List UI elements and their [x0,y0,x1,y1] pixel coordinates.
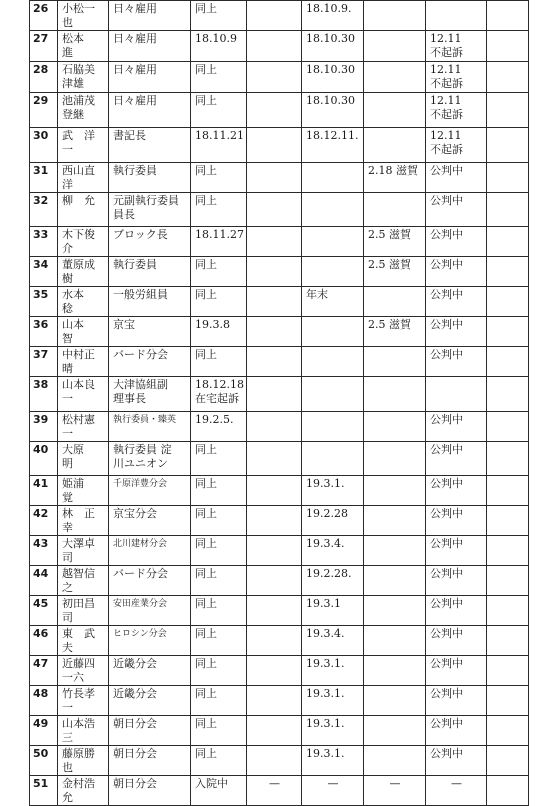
row-number-cell: 42 [30,506,58,536]
status-cell: 公判中 [426,257,487,287]
col-5-cell: 18.10.30 [302,62,364,93]
table-row [30,656,529,686]
col-4-cell [247,257,302,287]
table-row [30,506,529,536]
table-body [30,1,529,806]
table-row [30,347,529,377]
status-cell: 公判中 [426,716,487,746]
row-number-cell: 43 [30,536,58,566]
col-4-cell [247,412,302,442]
col-4-cell [247,377,302,412]
table-row [30,626,529,656]
col-4-cell [247,163,302,193]
col-6-cell [364,128,426,163]
arrest-date-cell: 19.3.8 [191,317,247,347]
row-number-cell: 40 [30,442,58,476]
arrest-date-cell: 18.11.27 [191,227,247,257]
table-row [30,442,529,476]
col-5-cell [302,163,364,193]
col-6-cell [364,656,426,686]
affiliation-cell: 朝日分会 [109,716,191,746]
table-row [30,317,529,347]
col-8-cell [487,287,529,317]
arrest-date-cell: 同上 [191,566,247,596]
col-8-cell [487,566,529,596]
person-name-cell: 竹長孝一 [58,686,109,716]
col-8-cell [487,193,529,227]
row-number-cell: 26 [30,1,58,31]
status-cell: 公判中 [426,746,487,776]
col-5-cell: 19.3.1 [302,596,364,626]
table-row [30,686,529,716]
col-4-cell [247,566,302,596]
col-5-cell: 19.3.1. [302,716,364,746]
row-number-cell: 28 [30,62,58,93]
col-4-cell [247,686,302,716]
table-row [30,62,529,93]
status-cell: 12.11 不起訴 [426,31,487,62]
col-8-cell [487,257,529,287]
col-8-cell [487,776,529,806]
table-row [30,1,529,31]
row-number-cell: 41 [30,476,58,506]
col-8-cell [487,686,529,716]
status-cell: 公判中 [426,656,487,686]
col-6-cell [364,626,426,656]
arrest-date-cell: 同上 [191,193,247,227]
col-5-cell: 19.2.28. [302,566,364,596]
col-5-cell: 18.10.9. [302,1,364,31]
col-8-cell [487,596,529,626]
status-cell: — [426,776,487,806]
status-cell: 公判中 [426,227,487,257]
col-5-cell: 19.3.4. [302,536,364,566]
row-number-cell: 47 [30,656,58,686]
col-6-cell [364,566,426,596]
person-name-cell: 大原 明 [58,442,109,476]
col-6-cell [364,506,426,536]
status-cell: 公判中 [426,596,487,626]
person-name-cell: 山本 智 [58,317,109,347]
affiliation-cell: 日々雇用 [109,93,191,128]
table-row [30,412,529,442]
col-6-cell [364,746,426,776]
person-name-cell: 東 武夫 [58,626,109,656]
table-row [30,746,529,776]
col-8-cell [487,656,529,686]
person-name-cell: 藤原勝也 [58,746,109,776]
affiliation-cell: 一般労組員 [109,287,191,317]
col-5-cell [302,227,364,257]
table-row [30,776,529,806]
arrest-date-cell: 18.11.21 [191,128,247,163]
arrest-date-cell: 18.12.18 在宅起訴 [191,377,247,412]
person-name-cell: 林 正幸 [58,506,109,536]
arrest-date-cell: 同上 [191,626,247,656]
row-number-cell: 44 [30,566,58,596]
col-8-cell [487,1,529,31]
row-number-cell: 34 [30,257,58,287]
arrest-date-cell: 同上 [191,1,247,31]
col-5-cell [302,442,364,476]
row-number-cell: 37 [30,347,58,377]
table-row [30,227,529,257]
col-4-cell [247,656,302,686]
row-number-cell: 32 [30,193,58,227]
col-6-cell: 2.18 滋賀 [364,163,426,193]
col-6-cell [364,716,426,746]
status-cell: 公判中 [426,506,487,536]
affiliation-cell: 京宝 [109,317,191,347]
col-5-cell [302,257,364,287]
col-4-cell [247,317,302,347]
person-name-cell: 小松一也 [58,1,109,31]
person-name-cell: 松本 進 [58,31,109,62]
affiliation-cell: 書記長 [109,128,191,163]
col-5-cell: — [302,776,364,806]
affiliation-cell: 千原洋豊分会 [109,476,191,506]
col-8-cell [487,163,529,193]
person-name-cell: 金村浩允 [58,776,109,806]
col-8-cell [487,536,529,566]
col-8-cell [487,442,529,476]
arrest-date-cell: 同上 [191,746,247,776]
arrest-date-cell: 同上 [191,506,247,536]
affiliation-cell: バード分会 [109,347,191,377]
status-cell: 公判中 [426,317,487,347]
affiliation-cell: ブロック長 [109,227,191,257]
row-number-cell: 31 [30,163,58,193]
row-number-cell: 38 [30,377,58,412]
arrest-date-cell: 同上 [191,536,247,566]
affiliation-cell: 執行委員 [109,257,191,287]
status-cell: 公判中 [426,536,487,566]
status-cell: 公判中 [426,287,487,317]
status-cell: 公判中 [426,626,487,656]
col-6-cell [364,93,426,128]
affiliation-cell: 執行委員・臻英 [109,412,191,442]
col-8-cell [487,746,529,776]
col-6-cell [364,31,426,62]
col-5-cell: 18.10.30 [302,93,364,128]
row-number-cell: 49 [30,716,58,746]
table-row [30,193,529,227]
affiliation-cell: 京宝分会 [109,506,191,536]
col-4-cell [247,626,302,656]
row-number-cell: 45 [30,596,58,626]
col-5-cell [302,317,364,347]
table-row [30,128,529,163]
col-8-cell [487,347,529,377]
table-row [30,476,529,506]
status-cell [426,377,487,412]
col-5-cell: 18.12.11. [302,128,364,163]
col-4-cell [247,227,302,257]
col-6-cell: 2.5 滋賀 [364,227,426,257]
affiliation-cell: 朝日分会 [109,746,191,776]
affiliation-cell: 安田産業分会 [109,596,191,626]
arrest-date-cell: 同上 [191,163,247,193]
row-number-cell: 35 [30,287,58,317]
col-6-cell [364,686,426,716]
row-number-cell: 29 [30,93,58,128]
col-4-cell [247,193,302,227]
col-4-cell [247,31,302,62]
status-cell: 公判中 [426,686,487,716]
col-4-cell [247,536,302,566]
arrest-date-cell: 入院中 [191,776,247,806]
col-5-cell: 19.3.1. [302,686,364,716]
col-6-cell [364,536,426,566]
person-name-cell: 越智信之 [58,566,109,596]
col-5-cell [302,412,364,442]
person-name-cell: 武 洋一 [58,128,109,163]
col-8-cell [487,412,529,442]
col-8-cell [487,62,529,93]
col-5-cell [302,193,364,227]
status-cell [426,1,487,31]
table-row [30,377,529,412]
arrest-date-cell: 同上 [191,62,247,93]
affiliation-cell: 日々雇用 [109,62,191,93]
row-number-cell: 46 [30,626,58,656]
arrest-date-cell: 同上 [191,476,247,506]
status-cell: 公判中 [426,476,487,506]
person-name-cell: 大澤卓司 [58,536,109,566]
row-number-cell: 51 [30,776,58,806]
table-row [30,257,529,287]
arrest-date-cell: 同上 [191,442,247,476]
col-6-cell: — [364,776,426,806]
arrest-date-cell: 同上 [191,93,247,128]
status-cell: 公判中 [426,566,487,596]
col-4-cell [247,93,302,128]
col-6-cell: 2.5 滋賀 [364,257,426,287]
arrest-date-cell: 同上 [191,656,247,686]
table-row [30,716,529,746]
col-6-cell: 2.5 滋賀 [364,317,426,347]
col-8-cell [487,31,529,62]
person-name-cell: 山本良一 [58,377,109,412]
arrest-date-cell: 同上 [191,716,247,746]
person-name-cell: 初田昌司 [58,596,109,626]
col-6-cell [364,596,426,626]
col-8-cell [487,476,529,506]
person-name-cell: 姫浦 覚 [58,476,109,506]
affiliation-cell: 近畿分会 [109,686,191,716]
table-row [30,596,529,626]
arrest-date-cell: 同上 [191,686,247,716]
affiliation-cell: 北川建材分会 [109,536,191,566]
person-name-cell: 近藤四一六 [58,656,109,686]
col-4-cell [247,596,302,626]
col-8-cell [487,716,529,746]
person-name-cell: 水本 稔 [58,287,109,317]
person-name-cell: 柳 允 [58,193,109,227]
col-8-cell [487,626,529,656]
status-cell: 公判中 [426,347,487,377]
status-cell: 12.11 不起訴 [426,93,487,128]
col-6-cell [364,476,426,506]
person-name-cell: 木下俊介 [58,227,109,257]
affiliation-cell: ヒロシン分会 [109,626,191,656]
col-4-cell [247,1,302,31]
affiliation-cell: 日々雇用 [109,31,191,62]
row-number-cell: 36 [30,317,58,347]
col-5-cell: 19.2.28 [302,506,364,536]
col-5-cell: 年末 [302,287,364,317]
row-number-cell: 30 [30,128,58,163]
col-8-cell [487,506,529,536]
col-4-cell: — [247,776,302,806]
person-name-cell: 石脇美津雄 [58,62,109,93]
col-4-cell [247,476,302,506]
col-6-cell [364,1,426,31]
col-4-cell [247,716,302,746]
table-row [30,93,529,128]
affiliation-cell: 近畿分会 [109,656,191,686]
col-6-cell [364,412,426,442]
col-5-cell: 19.3.1. [302,746,364,776]
arrest-date-cell: 18.10.9 [191,31,247,62]
status-cell: 公判中 [426,412,487,442]
person-name-cell: 西山直洋 [58,163,109,193]
col-4-cell [247,347,302,377]
col-8-cell [487,93,529,128]
col-6-cell [364,347,426,377]
person-name-cell: 池浦茂登継 [58,93,109,128]
col-8-cell [487,317,529,347]
col-5-cell [302,347,364,377]
table-row [30,287,529,317]
table-row [30,31,529,62]
col-5-cell: 19.3.1. [302,476,364,506]
col-5-cell [302,377,364,412]
table-row [30,536,529,566]
affiliation-cell: 執行委員 [109,163,191,193]
col-4-cell [247,128,302,163]
arrest-date-cell: 同上 [191,287,247,317]
table-row [30,163,529,193]
arrest-date-cell: 同上 [191,347,247,377]
table-row [30,566,529,596]
person-name-cell: 山本浩三 [58,716,109,746]
col-6-cell [364,442,426,476]
row-number-cell: 27 [30,31,58,62]
col-4-cell [247,62,302,93]
status-cell: 公判中 [426,163,487,193]
status-cell: 12.11 不起訴 [426,62,487,93]
col-5-cell: 18.10.30 [302,31,364,62]
arrest-date-cell: 同上 [191,596,247,626]
col-8-cell [487,128,529,163]
status-cell: 公判中 [426,193,487,227]
col-5-cell: 19.3.4. [302,626,364,656]
arrest-date-cell: 19.2.5. [191,412,247,442]
document-page [29,0,528,806]
row-number-cell: 39 [30,412,58,442]
row-number-cell: 50 [30,746,58,776]
affiliation-cell: 大津協組副 理事長 [109,377,191,412]
col-5-cell: 19.3.1. [302,656,364,686]
person-name-cell: 董原成樹 [58,257,109,287]
person-name-cell: 中村正晴 [58,347,109,377]
col-6-cell [364,377,426,412]
row-number-cell: 48 [30,686,58,716]
col-4-cell [247,287,302,317]
row-number-cell: 33 [30,227,58,257]
col-8-cell [487,227,529,257]
arrest-record-table [29,0,529,806]
affiliation-cell: 元副執行委員 員長 [109,193,191,227]
col-6-cell [364,62,426,93]
affiliation-cell: 執行委員 淀 川ユニオン [109,442,191,476]
affiliation-cell: 朝日分会 [109,776,191,806]
person-name-cell: 松村憲一 [58,412,109,442]
col-6-cell [364,193,426,227]
col-8-cell [487,377,529,412]
status-cell: 公判中 [426,442,487,476]
col-6-cell [364,287,426,317]
affiliation-cell: バード分会 [109,566,191,596]
col-4-cell [247,746,302,776]
arrest-date-cell: 同上 [191,257,247,287]
col-4-cell [247,506,302,536]
col-4-cell [247,442,302,476]
affiliation-cell: 日々雇用 [109,1,191,31]
status-cell: 12.11 不起訴 [426,128,487,163]
